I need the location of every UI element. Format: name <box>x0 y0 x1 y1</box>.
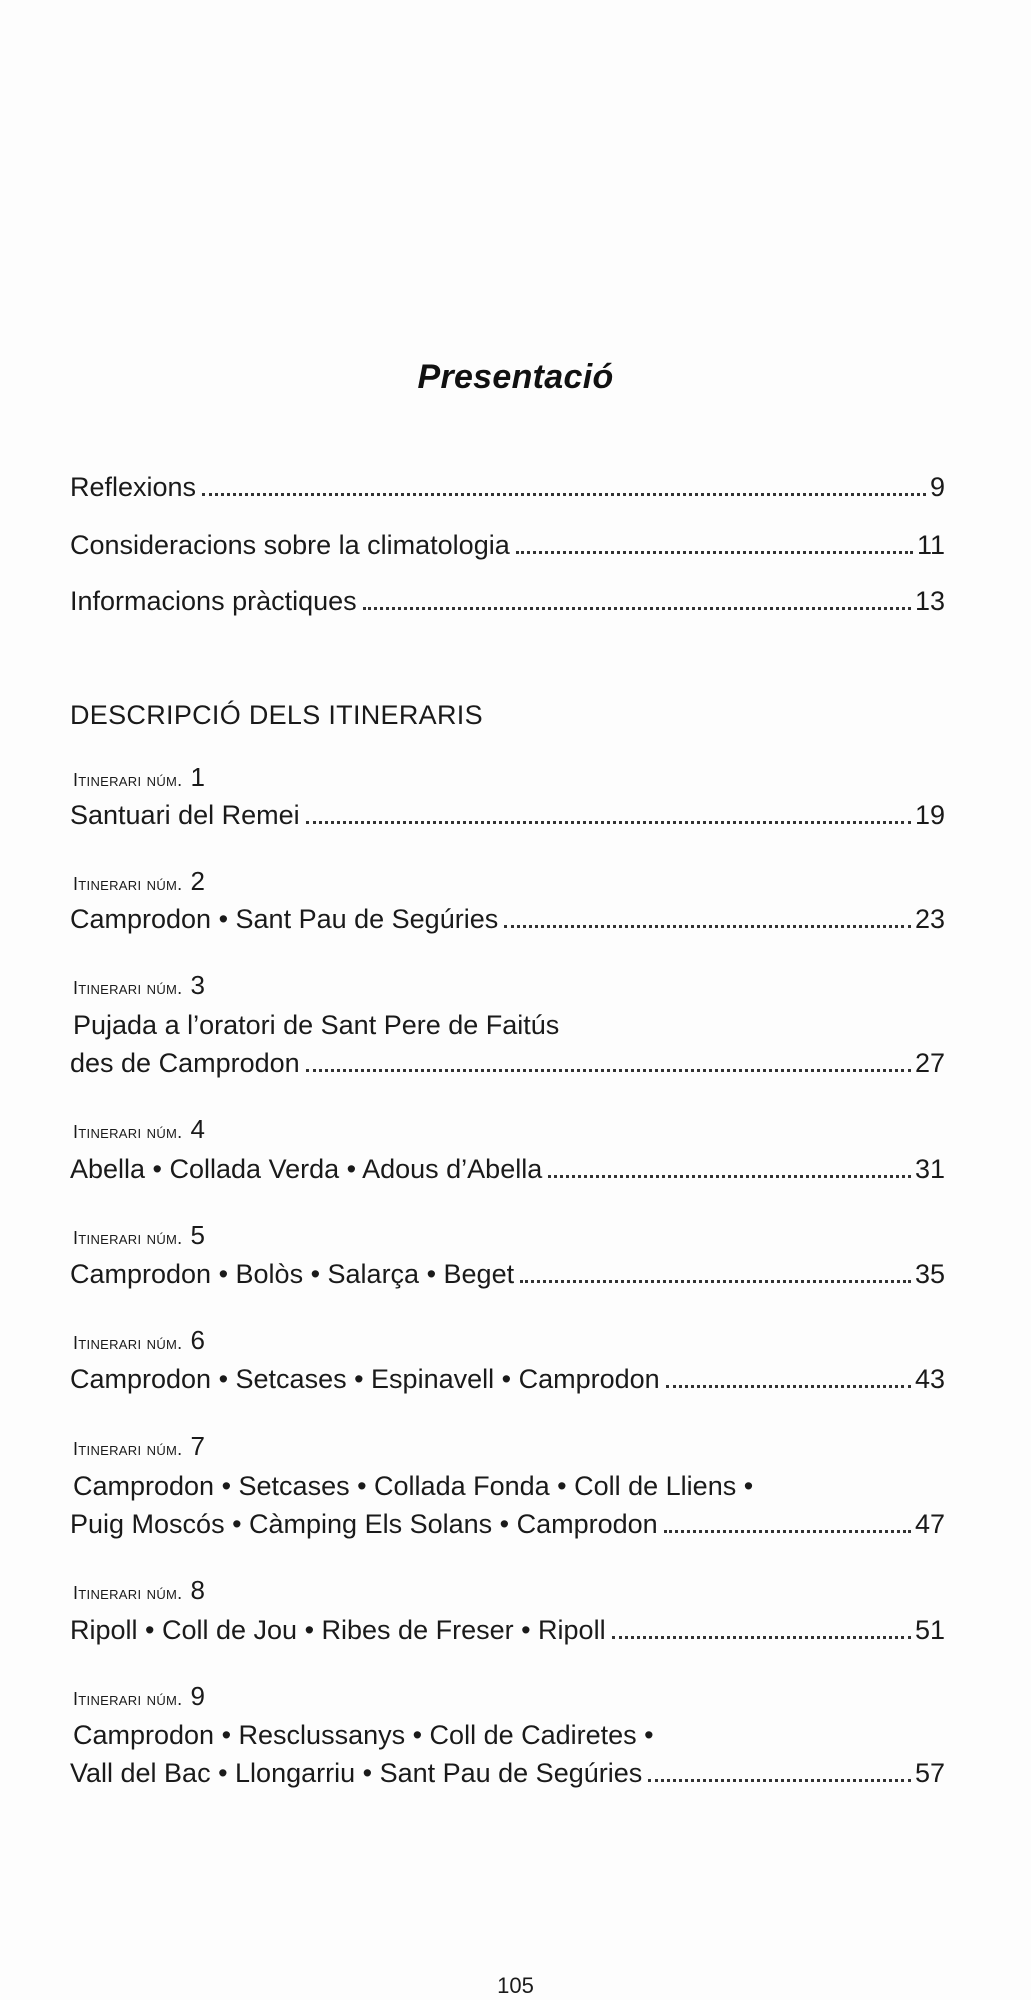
dot-leader <box>548 1175 911 1178</box>
dot-leader <box>306 821 911 824</box>
toc-entry-page: 13 <box>914 586 945 616</box>
itinerary-label-5 <box>73 1220 205 1251</box>
toc-entry-title: Reflexions <box>70 472 197 502</box>
dot-leader <box>363 607 911 610</box>
itinerary-label-2 <box>73 866 205 897</box>
dot-leader <box>516 551 913 554</box>
dot-leader <box>504 925 911 928</box>
itinerary-label-9 <box>73 1681 205 1712</box>
itinerary-entry-3 <box>70 1046 945 1080</box>
itinerary-number: 9 <box>190 1681 206 1711</box>
itinerary-page: 19 <box>914 800 945 830</box>
itinerary-title: des de Camprodon <box>70 1048 300 1078</box>
toc-entry-title: Informacions pràctiques <box>70 586 357 616</box>
itinerary-number: 3 <box>190 970 206 1000</box>
itinerary-entry-6 <box>70 1362 945 1396</box>
itinerary-label-text: Itinerari núm. <box>73 770 183 790</box>
toc-entry-title: Consideracions sobre la climatologia <box>70 530 510 560</box>
itinerary-title: Camprodon • Bolòs • Salarça • Beget <box>70 1259 515 1289</box>
itinerary-title-line: Pujada a l’oratori de Sant Pere de Faitús <box>73 1010 560 1040</box>
dot-leader <box>648 1779 911 1782</box>
itinerary-title: Vall del Bac • Llongarriu • Sant Pau de Segúries <box>70 1758 643 1788</box>
itinerary-number: 4 <box>190 1114 206 1144</box>
itinerary-page: 57 <box>914 1758 945 1788</box>
section-title: DESCRIPCIÓ DELS ITINERARIS <box>70 700 483 730</box>
dot-leader <box>612 1636 911 1639</box>
itinerary-entry-1 <box>70 798 945 832</box>
itinerary-number: 2 <box>190 866 206 896</box>
itinerary-entry-9 <box>70 1756 945 1790</box>
itinerary-number: 7 <box>190 1431 206 1461</box>
itinerary-number: 6 <box>190 1325 206 1355</box>
itinerary-label-text: Itinerari núm. <box>73 874 183 894</box>
dot-leader <box>664 1530 911 1533</box>
itinerary-label-text: Itinerari núm. <box>73 1122 183 1142</box>
itinerary-label-7 <box>73 1431 205 1462</box>
itinerary-title-line: Camprodon • Setcases • Collada Fonda • Coll de Lliens • <box>73 1471 754 1501</box>
itinerary-page: 43 <box>914 1364 945 1394</box>
itinerary-title: Abella • Collada Verda • Adous d’Abella <box>70 1154 543 1184</box>
itinerary-label-text: Itinerari núm. <box>73 1439 183 1459</box>
toc-entry-page: 9 <box>929 472 945 502</box>
itinerary-page: 31 <box>914 1154 945 1184</box>
dot-leader <box>666 1385 911 1388</box>
page-number: 105 <box>497 1973 534 1998</box>
toc-entry-climatologia <box>70 528 945 562</box>
dot-leader <box>520 1280 911 1283</box>
itinerary-page: 27 <box>914 1048 945 1078</box>
itinerary-title: Santuari del Remei <box>70 800 300 830</box>
itinerary-number: 8 <box>190 1575 206 1605</box>
itinerary-label-3 <box>73 970 205 1001</box>
dot-leader <box>306 1069 911 1072</box>
itinerary-label-4 <box>73 1114 205 1145</box>
itinerary-label-text: Itinerari núm. <box>73 1228 183 1248</box>
itinerary-entry-2 <box>70 902 945 936</box>
itinerary-label-1 <box>73 762 205 793</box>
toc-entry-informacions <box>70 584 945 618</box>
itinerary-title: Puig Moscós • Càmping Els Solans • Camprodon <box>70 1509 658 1539</box>
itinerary-entry-8 <box>70 1613 945 1647</box>
itinerary-entry-5 <box>70 1257 945 1291</box>
itinerary-label-text: Itinerari núm. <box>73 978 183 998</box>
itinerary-page: 23 <box>914 904 945 934</box>
itinerary-label-8 <box>73 1575 205 1606</box>
itinerary-title: Camprodon • Sant Pau de Segúries <box>70 904 499 934</box>
itinerary-page: 35 <box>914 1259 945 1289</box>
itinerary-page: 51 <box>914 1615 945 1645</box>
itinerary-number: 1 <box>190 762 206 792</box>
toc-entry-reflexions <box>70 470 945 504</box>
dot-leader <box>202 493 926 496</box>
itinerary-label-text: Itinerari núm. <box>73 1583 183 1603</box>
itinerary-entry-4 <box>70 1152 945 1186</box>
itinerary-label-text: Itinerari núm. <box>73 1333 183 1353</box>
itinerary-label-text: Itinerari núm. <box>73 1689 183 1709</box>
itinerary-entry-7 <box>70 1507 945 1541</box>
itinerary-page: 47 <box>914 1509 945 1539</box>
page-heading: Presentació <box>417 358 614 396</box>
itinerary-title-line: Camprodon • Resclussanys • Coll de Cadiretes • <box>73 1720 654 1750</box>
itinerary-label-6 <box>73 1325 205 1356</box>
itinerary-title: Camprodon • Setcases • Espinavell • Camprodon <box>70 1364 660 1394</box>
toc-entry-page: 11 <box>916 530 945 560</box>
itinerary-title: Ripoll • Coll de Jou • Ribes de Freser • Ripoll <box>70 1615 606 1645</box>
itinerary-number: 5 <box>190 1220 206 1250</box>
